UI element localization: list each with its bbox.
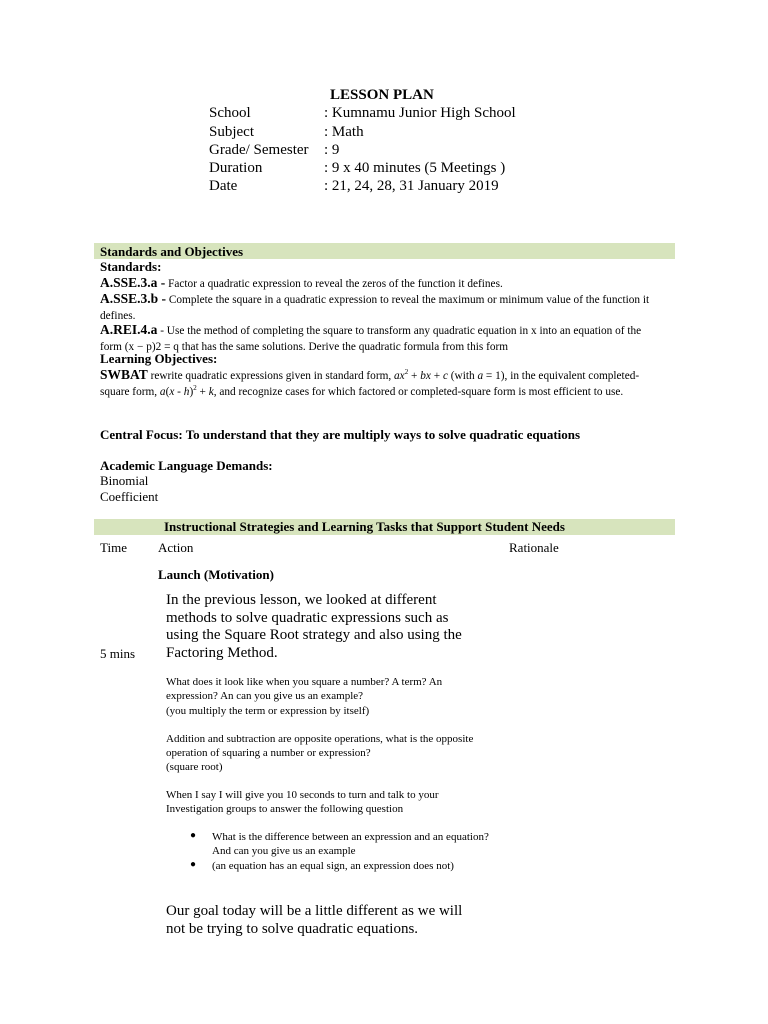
swbat-text: +	[430, 370, 443, 382]
swbat-text: , and recognize cases for which factored or completed-square form is most efficient to use.	[213, 385, 624, 398]
col-time-header: Time	[100, 540, 127, 555]
math-var: x	[169, 385, 175, 398]
academic-language-heading: Academic Language Demands:	[100, 458, 273, 473]
swbat-text: (	[165, 385, 170, 398]
col-rationale-header: Rationale	[509, 540, 559, 555]
duration-label: Duration	[209, 160, 263, 176]
standard-item	[100, 291, 660, 324]
standard-text: - Use the method of completing the square to transform any quadratic equation in x into an equation of the form (x − p)2 = q that has the same solutions. Derive the quadratic formula from this form	[100, 325, 642, 353]
standards-label: Standards:	[100, 259, 162, 274]
bullet-icon: ●	[190, 830, 197, 841]
grade-value: : 9	[324, 142, 340, 158]
answer-1: (you multiply the term or expression by itself)	[166, 705, 370, 717]
bullet-item: What is the difference between an expression and an equation? And can you give us an example	[212, 831, 489, 857]
standard-text: Factor a quadratic expression to reveal the zeros of the function it defines.	[165, 278, 503, 290]
swbat-label: SWBAT	[100, 367, 148, 382]
standard-item	[100, 275, 660, 293]
swbat-text: -	[174, 385, 184, 398]
date-label: Date	[209, 178, 238, 194]
time-value: 5 mins	[100, 646, 136, 661]
grade-label: Grade/ Semester	[209, 142, 309, 158]
math-var: ax	[394, 370, 405, 382]
instruction-text: When I say I will give you 10 seconds to turn and talk to your Investigation groups to answer the following question	[166, 789, 439, 815]
question-2: Addition and subtraction are opposite operations, what is the opposite operation of squaring a number or expression?	[166, 733, 474, 759]
standard-code: A.SSE.3.a -	[100, 275, 166, 290]
launch-heading: Launch (Motivation)	[158, 567, 274, 582]
swbat-objective	[100, 367, 640, 400]
subject-value: : Math	[324, 124, 364, 140]
swbat-text: = 1), in the equivalent completed-square form,	[100, 370, 640, 398]
swbat-text: rewrite quadratic expressions given in standard form,	[147, 370, 395, 382]
date-value: : 21, 24, 28, 31 January 2019	[324, 178, 499, 194]
math-var: h	[183, 385, 190, 398]
math-var: k	[208, 385, 214, 398]
school-value: : Kumnamu Junior High School	[324, 105, 516, 121]
bullet-icon: ●	[190, 859, 197, 870]
goal-text: Our goal today will be a little different as we will not be trying to solve quadratic equations.	[166, 903, 463, 937]
page-title: LESSON PLAN	[330, 87, 434, 103]
subject-label: Subject	[209, 124, 254, 140]
answer-2: (square root)	[166, 761, 223, 773]
swbat-text: +	[196, 385, 209, 398]
swbat-text: )	[189, 385, 194, 398]
duration-value: : 9 x 40 minutes (5 Meetings )	[324, 160, 506, 176]
bullet-item: (an equation has an equal sign, an expression does not)	[212, 860, 454, 872]
math-exp: 2	[193, 383, 197, 392]
question-1: What does it look like when you square a number? A term? An expression? An can you give us an example?	[166, 676, 443, 702]
academic-term: Binomial	[100, 473, 149, 488]
standard-code: A.SSE.3.b -	[100, 291, 167, 306]
swbat-text: +	[408, 370, 421, 382]
col-action-header: Action	[158, 540, 194, 555]
strategies-heading-bar	[94, 519, 675, 535]
standard-text: Complete the square in a quadratic expression to reveal the maximum or minimum value of the function it defines.	[100, 294, 650, 322]
objectives-label: Learning Objectives:	[100, 351, 218, 366]
central-focus: Central Focus: To understand that they are multiply ways to solve quadratic equations	[100, 427, 581, 442]
academic-term: Coefficient	[100, 489, 159, 504]
math-var: a	[477, 370, 484, 382]
swbat-text: (with	[447, 370, 478, 382]
standards-heading-bar	[94, 243, 675, 259]
math-var: a	[159, 385, 166, 398]
math-var: bx	[420, 370, 431, 382]
standards-heading: Standards and Objectives	[100, 244, 244, 259]
school-label: School	[209, 105, 251, 121]
math-var: c	[442, 370, 448, 382]
math-exp: 2	[404, 368, 409, 377]
intro-text: In the previous lesson, we looked at different methods to solve quadratic expressions such as using the Square Root strategy and also using the Factoring Method.	[166, 592, 462, 661]
strategies-heading: Instructional Strategies and Learning Tasks that Support Student Needs	[164, 519, 565, 534]
standard-code: A.REI.4.a	[100, 322, 158, 337]
